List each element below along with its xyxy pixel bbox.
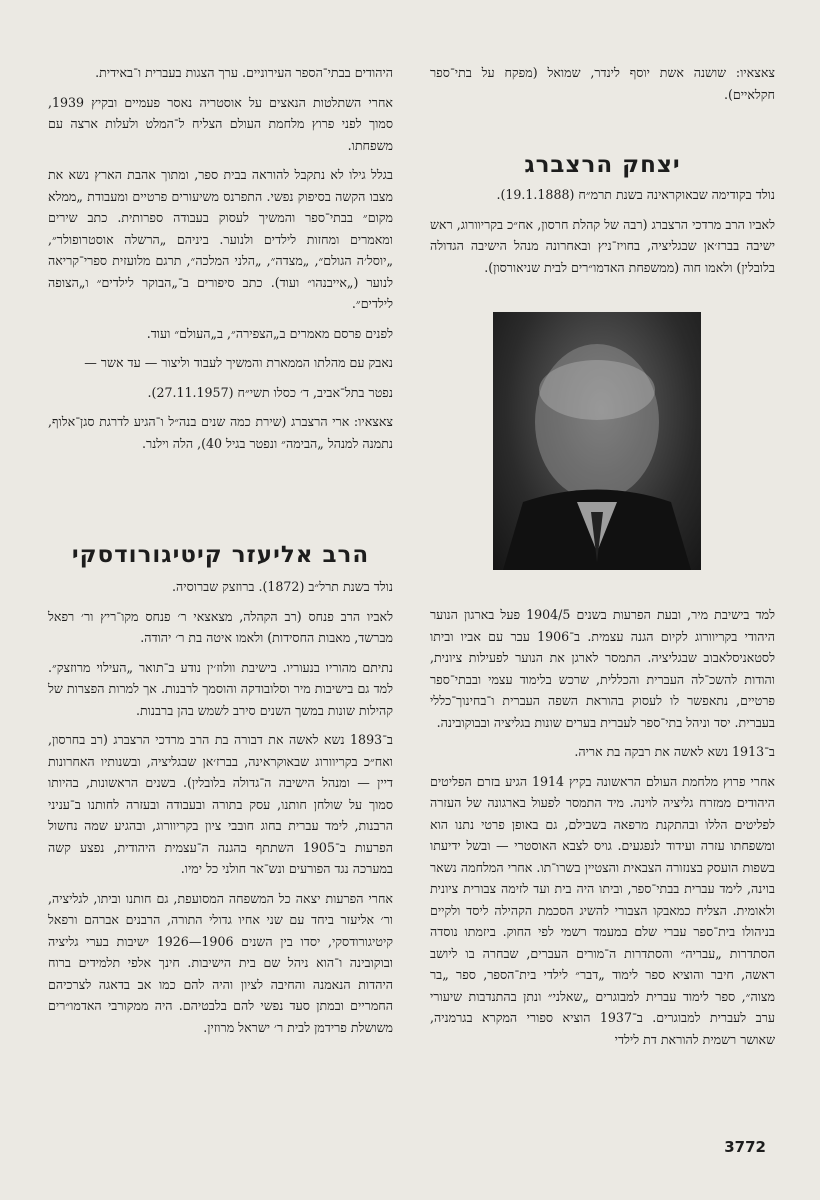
descendants-line: צאצאיו: שושנה אשת יוסף לינדר, שמואל (מפקח על בתי־ספר חקלאיים). [430, 65, 775, 102]
paragraph: בגלל גילו לא נתקבל להוראה בבית ספר, ומתוך אהבת הארץ נשא את מצבו הקשה בסיפוק נפשי. התפרנס משיעורים פרטיים ומעבודת „ממלא מקום״ בבתי־ספר והמשיך לעסוק בעבודה ספרותית. כתב שירים ומאמרים ומחזות לילדים ולנוער. ביניהם „הרשלה אוסטרופולר״, „יוסל׳ה הגולם״, „מצדה״, „הלני המלכה״, תרגם מלועזית ספרי־קריאה לנוער („אייבנהו״ ועוד). כתב סיפורים ב־„הבוקר לילדים״ ו„הצופה לילדים״. [48, 167, 393, 311]
page-number: 3772 [724, 1138, 766, 1156]
paragraph: ב־1913 נשא לאשה את רבקה בת אריה. [574, 744, 775, 759]
paragraph: צאצאיו: ארי הרצברג (שירת כמה שנים בנה״ל ו־הגיע לדרגת סגן־אלוף, נתמנה למנהל „הבימה״ ונפטר בגיל 40), הלה וילנר. [48, 414, 393, 451]
right-column [430, 62, 775, 113]
portrait-drawing [493, 312, 701, 570]
right-heading-wrap [430, 152, 775, 178]
paragraph: ב־1893 נשא לאשה את דבורה בת הרב מרדכי הרצברג (רב בחרסון, ואח״כ בקריוורוג שבאוקראינה, בברז׳אן שבגליציה, ובשנותיו האחרונות דיין — ומנהל הישיבה ה־גדולה בלובלין). בשנים הראשונות, בהיותו סמוך על שולחן חותנו, עסק בתורה ובעבודה ובעזרה לחותנו ב־עניני הרבנות, לימד עברית בחוג חובבי ציון בקריוורוג, ובהגיע שמה נחשול הפרעות ב־1905 השתתף בהגנה ה־עצמית היהודית, נפצע קשה במערכה נגד הפורעים ונש־אר חולני כל ימיו. [48, 732, 393, 876]
paragraph: נאבק עם מהלתו הממארת והמשיך לעבוד וליצור — עד אשר — [84, 355, 393, 370]
paragraph: אחרי הפרעות יצאה כל המשפחה המסועפת, גם חותנו וביתו, לגליציה, ור׳ אליעזר ביחד עם שני אחיו גדולי התורה, הרבנים אברהם ורפאל קיטיגורודסקי, יסדו בין השנים 1906—1926 ישיבות בערי גליציה ובוקובינה ו־הוא ניהל שם בית הישיבות. חינך אלפי תלמידים ברוח היהדות הנאמנה והחיבה לציון והיה להם כמו אב בדאגה לצרכיהם החמריים ובמתן סעד נפשי להם בלבטיהם. היה ממקורבי האדמו״רים משושלת פרידמן לבית ר׳ ישראל מרוזין. [48, 890, 394, 1035]
paragraph: נולד בשנת תרל״ב (1872). ברוזצק שברוסיה. [172, 579, 393, 594]
paragraph: למד בישיבת מיר, ובעת הפרעות בשנים 1904/5 פעל בארגון הנוער היהודי בקריוורוג לקיום הגנה עצמית. ב־1906 עבר עם אביו וביתו לסטאניסלאבוב שבגליציה. התמסר לארגן את הנוער לפעילות ציונית, והודות להשכ־לה העברית והכללית, שרכש בלימוד עצמי ובבתי־ספר פרטיים, נתאפשר לו לעסוק בהוראת השפה העברית ו־בחינוך־כללי בעברית. יסד וניהל בתי־ספר לעברית בערים שונות בגליציה ובבוקובינה. [430, 607, 775, 730]
left-heading-wrap [48, 542, 393, 568]
paragraph: לאביו הרב פנחס (רב הקהלה, מצאצאי ר׳ פנחס מקו־ריץ ור׳ רפאל מברשד, מאבות החסידות) ולאמו איטה בת ר׳ יהודה. [48, 608, 394, 645]
paragraph: נתיתם מהוריו בנעוריו. בישיבת וולוז׳ין נודע ב־תואר „העילוי מרוזצק״. למד גם בישיבות מיר וסלובודקה והוסמך לרבנות. אך למרות הפצרות של קהילות שונות במשך השנים סירב לשמש בהן ברבנות. [48, 659, 393, 718]
paragraph: נולד בקודימה שבאוקראינה בשנת תרמ״ח (19.1.1888). [496, 187, 775, 202]
left-column-top [48, 62, 393, 462]
paragraph: היהודים בבתי־הספר העירוניים. ערך הצגות בעברית ו־באידית. [95, 65, 393, 80]
section-heading-kitigorodsky: הרב אליעזר קיטיגורודסקי [71, 542, 370, 568]
portrait-photo [493, 312, 701, 570]
right-column-bio-bottom [430, 604, 775, 1058]
paragraph: אחרי פרוץ מלחמת העולם הראשונה בקיץ 1914 הגיע בזרם הפליטים היהודים ממזרח גליציה לוינה. מיד התמסר לפעול בארגונה של העזרה לפליטים הללו ובהתקנת מרפאה בשבילם, גם באופן פרטי נתנו הוא ומשפחתו עזרה ועידוד לנפגעים. גויס לצבא האוסטרי — ובשל ידיעתו בשפות הועסק בצנזורה הצבאית והצטיין בשרו־תו. אחרי המלחמה נשאר בוינה, לימד עברית בבתי־ספר, וביתו היה בית ועד לזימה צבורית ציונית ולאומית. הצליח כמאבקו הצבורי להשיג הסכמת הקהילה ליסד ולקיים בניהולו בית־ספר עברי שלם במעמד רשמי לפי החוק. ביזמתו נוסדה הסתדרות „עבריה״ והסתדרות ה־מורים העברים, שבחרה בו ליושב ראשה, חיבר והוציא ספר לימוד „דבר״ לילדי בית־הספר, ספר „בר מצוה״, ספר לימוד עברית למבוגרים „שאלני״ ונתן בהתנדבות שיעורי ערב לעברית למבוגרים. ב־1937 הוציא ספורי המקרא בגרמניה, שאושר רשמית להוראת דת לילדי [430, 773, 775, 1047]
paragraph: לפנים פרסם מאמרים ב„הצפירה״, ב„העולם״ ועוד. [146, 325, 393, 341]
paragraph: אחרי השתלטות הנאצים על אוסטריה נאסר פעמיים ובקיץ 1939, סמוך לפני פרוץ מלחמת העולם הצליח ל־המלט ולעלות ארצה עם משפחתו. [48, 94, 393, 153]
section-heading-herzberg: יצחק הרצברג [524, 152, 681, 178]
right-column-bio-top [430, 184, 775, 286]
left-column-bottom [48, 576, 393, 1046]
paragraph: לאביו הרב מרדכי הרצברג (רבה של קהלת חרסון, אח״כ בקריוורוג, ראש ישיבה בברז׳אן שבגליציה, בחויז־ניץ ובאחרונה מנהל הישיבה הגדולה בלובלין) ולאמו חוה (ממשפחת האדמו״רים לבית שניאורסון). [430, 216, 775, 275]
paragraph: נפטר בתל־אביב, ד׳ כסלו תשי״ח (27.11.1957). [147, 384, 393, 400]
